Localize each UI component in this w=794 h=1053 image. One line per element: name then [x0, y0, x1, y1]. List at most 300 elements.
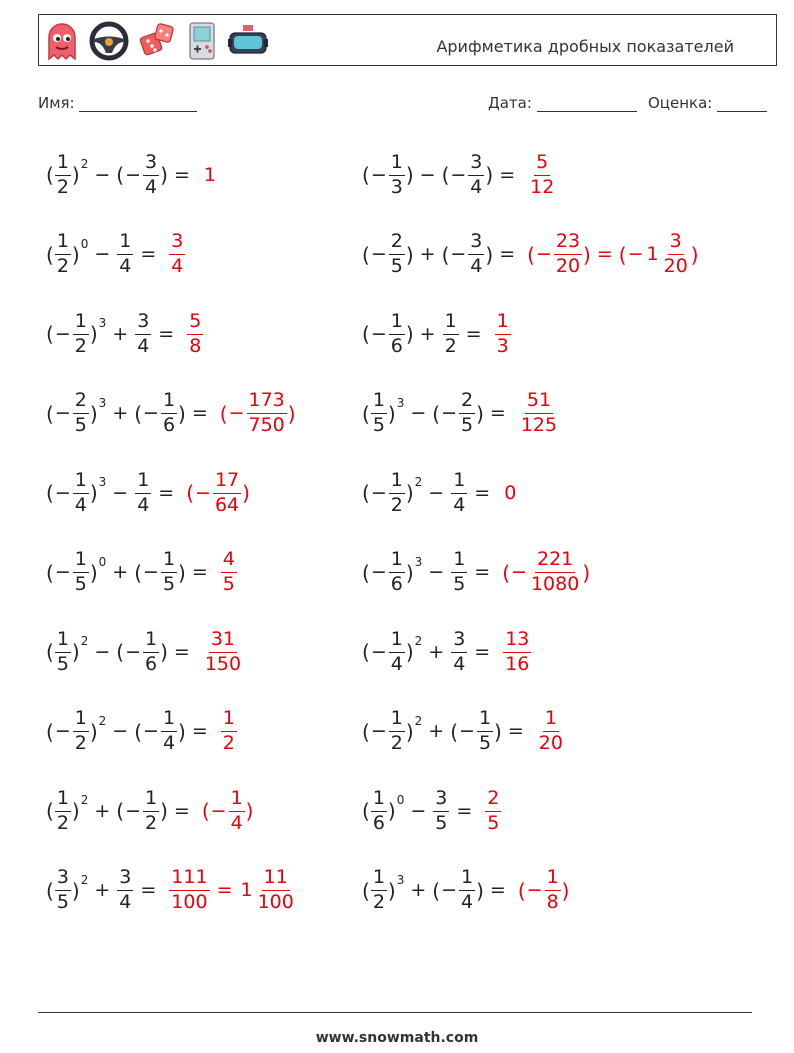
operator: =: [173, 640, 190, 663]
numerator: 3: [117, 868, 133, 891]
problem-expression: [362, 232, 521, 277]
numerator: 1: [73, 471, 89, 494]
problem-expression: [46, 868, 162, 913]
exponent: 3: [98, 475, 107, 489]
problem-answer: [518, 868, 570, 913]
fraction: [389, 627, 405, 675]
parenthesis: (: [46, 481, 54, 505]
exponent: 2: [80, 157, 89, 171]
fraction: [169, 868, 209, 913]
operator: +: [410, 879, 427, 901]
denominator: 4: [74, 493, 87, 516]
denominator: 5: [461, 414, 474, 436]
name-field[interactable]: [38, 94, 197, 112]
parenthesis: ): [405, 719, 414, 744]
denominator: 750: [248, 414, 285, 436]
numerator: 31: [209, 630, 237, 653]
parenthesis: ): [178, 560, 186, 585]
parenthesis: (: [134, 401, 143, 426]
denominator: 4: [453, 652, 466, 675]
denominator: 125: [520, 414, 558, 436]
problem-expression: [46, 309, 180, 357]
fraction: [143, 627, 159, 675]
fraction: [468, 232, 484, 277]
operator: −: [428, 561, 445, 583]
denominator: 20: [663, 255, 688, 277]
parenthesis: ): [160, 799, 168, 823]
fraction: [662, 232, 690, 277]
problem-expression: [46, 468, 180, 516]
denominator: 2: [222, 732, 235, 754]
name-blank[interactable]: [79, 97, 197, 112]
parenthesis: (: [517, 878, 526, 903]
denominator: 100: [257, 891, 294, 913]
operator: +: [428, 640, 445, 663]
exponent: 0: [98, 554, 107, 569]
problem-answer: [484, 786, 502, 834]
numerator: 111: [169, 868, 209, 891]
operator: +: [94, 799, 111, 822]
fraction: [117, 232, 133, 277]
denominator: 4: [390, 652, 403, 675]
fraction: [371, 391, 387, 436]
operator: +: [112, 561, 129, 583]
grade-blank[interactable]: [717, 97, 767, 112]
denominator: 2: [56, 175, 69, 198]
exponent: 3: [98, 316, 107, 330]
denominator: 4: [453, 493, 466, 516]
denominator: 2: [390, 493, 403, 516]
parenthesis: ): [690, 242, 699, 267]
parenthesis: ): [405, 560, 414, 585]
parenthesis: (: [527, 242, 535, 267]
denominator: 6: [390, 334, 403, 357]
parenthesis: ): [178, 719, 186, 744]
parenthesis: ): [89, 401, 98, 426]
fraction: [459, 391, 475, 436]
parenthesis: (: [432, 401, 441, 426]
numerator: 1: [55, 789, 71, 812]
operator: =: [499, 243, 516, 265]
problem-p6: [362, 304, 512, 364]
parenthesis: ): [89, 719, 98, 744]
numerator: 3: [468, 153, 484, 176]
operator: −: [125, 163, 142, 186]
operator: +: [419, 322, 436, 345]
numerator: 1: [143, 789, 159, 812]
denominator: 5: [162, 573, 176, 595]
problem-expression: [362, 868, 512, 913]
numerator: 1: [371, 789, 387, 812]
numerator: 1: [161, 550, 177, 573]
operator: −: [195, 481, 211, 504]
operator: −: [94, 640, 111, 663]
parenthesis: (: [219, 401, 228, 426]
parenthesis: (: [46, 640, 54, 664]
operator: =: [474, 481, 491, 504]
denominator: 5: [478, 732, 492, 754]
operator: =: [158, 322, 175, 345]
denominator: 8: [189, 334, 202, 357]
numerator: 1: [545, 868, 561, 891]
operator: +: [112, 402, 129, 424]
problem-p19: [46, 861, 297, 921]
operator: −: [441, 879, 458, 901]
denominator: 2: [74, 732, 87, 754]
parenthesis: ): [242, 481, 250, 505]
problem-answer: [186, 468, 250, 516]
exponent: 3: [396, 872, 405, 887]
numerator: 3: [55, 868, 71, 891]
operator: −: [143, 402, 159, 424]
denominator: 5: [487, 811, 500, 834]
fraction: [187, 309, 203, 357]
operator: −: [143, 561, 159, 583]
problem-expression: [362, 150, 521, 198]
fraction: [554, 232, 582, 277]
parenthesis: (: [116, 799, 125, 823]
date-label: Дата:: [488, 94, 532, 112]
numerator: 2: [73, 391, 89, 414]
numerator: 2: [485, 789, 501, 812]
parenthesis: (: [134, 560, 143, 585]
fraction: [213, 468, 241, 516]
parenthesis: ): [71, 878, 80, 903]
parenthesis: ): [561, 878, 570, 903]
numerator: 173: [247, 391, 287, 414]
fraction: [161, 709, 177, 754]
exponent: 3: [396, 395, 405, 410]
fraction: [169, 232, 185, 277]
operator: −: [428, 481, 445, 504]
parenthesis: (: [201, 799, 210, 823]
numerator: 13: [503, 630, 531, 653]
parenthesis: ): [485, 242, 494, 267]
numerator: 1: [135, 471, 151, 494]
operator: =: [489, 879, 506, 901]
operator: −: [125, 640, 142, 663]
parenthesis: ): [405, 242, 414, 267]
denominator: 6: [372, 811, 385, 834]
operator: −: [370, 163, 387, 186]
parenthesis: (: [134, 719, 143, 744]
operator: −: [410, 799, 427, 822]
denominator: 20: [538, 732, 563, 754]
exponent: 2: [414, 634, 423, 648]
numerator: 3: [135, 312, 151, 335]
numerator: 1: [73, 709, 89, 732]
denominator: 2: [56, 255, 69, 277]
parenthesis: (: [362, 640, 370, 664]
parenthesis: ): [582, 560, 591, 585]
fraction: [73, 391, 89, 436]
operator: =: [474, 640, 491, 663]
operator: +: [112, 322, 129, 345]
numerator: 1: [117, 232, 133, 255]
fraction: [433, 786, 449, 834]
fraction: [73, 309, 89, 357]
fraction: [203, 627, 243, 675]
numerator: 1: [543, 709, 559, 732]
parenthesis: (: [441, 242, 450, 267]
numerator: 1: [389, 471, 405, 494]
fraction: [389, 150, 405, 198]
parenthesis: (: [502, 560, 511, 585]
fraction: [389, 232, 405, 277]
parenthesis: (: [46, 878, 54, 903]
denominator: 2: [145, 811, 158, 834]
problem-answer: [202, 163, 218, 186]
numerator: 3: [451, 630, 467, 653]
operator: −: [228, 402, 245, 424]
operator: −: [627, 243, 644, 265]
operator: +: [428, 720, 445, 742]
problem-answer: [220, 550, 238, 595]
fraction: [229, 786, 245, 834]
ghost-icon: [45, 21, 79, 61]
parenthesis: (: [46, 401, 54, 426]
denominator: 5: [74, 414, 87, 436]
denominator: 5: [74, 573, 87, 595]
fraction: [495, 309, 511, 357]
vr-headset-icon: [227, 21, 269, 61]
numerator: 17: [213, 471, 241, 494]
fraction: [459, 868, 475, 913]
operator: −: [450, 243, 467, 265]
operator: −: [94, 243, 111, 265]
operator: =: [140, 243, 157, 265]
numerator: 1: [389, 153, 405, 176]
denominator: 20: [555, 255, 581, 277]
parenthesis: (: [362, 878, 370, 903]
fraction: [389, 468, 405, 516]
operator: −: [450, 163, 467, 186]
operator: −: [54, 481, 71, 504]
numerator: 3: [668, 232, 684, 255]
problem-p20: [362, 861, 569, 921]
numerator: 1: [495, 312, 511, 335]
problem-expression: [46, 550, 214, 595]
parenthesis: ): [71, 640, 80, 664]
parenthesis: ): [71, 799, 80, 823]
operator: =: [489, 402, 506, 424]
problem-expression: [46, 232, 162, 277]
operator: −: [370, 243, 387, 265]
operator: =: [158, 481, 175, 504]
operator: −: [54, 402, 71, 424]
parenthesis: ): [89, 322, 98, 346]
numerator: 1: [451, 471, 467, 494]
operator: −: [370, 561, 387, 583]
operator: =: [173, 799, 190, 822]
denominator: 5: [453, 573, 466, 595]
problem-expression: [362, 468, 496, 516]
denominator: 4: [230, 811, 243, 834]
numerator: 5: [187, 312, 203, 335]
denominator: 5: [222, 573, 235, 595]
number: 1: [646, 243, 659, 265]
problem-expression: [46, 709, 214, 754]
numerator: 1: [221, 709, 237, 732]
exponent: 2: [80, 793, 89, 807]
parenthesis: ): [583, 242, 591, 267]
problem-answer: [220, 709, 238, 754]
exponent: 3: [98, 395, 107, 410]
operator: −: [54, 322, 71, 345]
fraction: [529, 550, 581, 595]
denominator: 6: [162, 414, 176, 436]
problem-p3: [46, 225, 186, 285]
problem-answer: [527, 150, 557, 198]
operator: −: [210, 799, 227, 822]
date-blank[interactable]: [537, 97, 637, 112]
operator: =: [191, 561, 208, 583]
parenthesis: (: [46, 560, 54, 585]
fraction: [477, 709, 493, 754]
numerator: 1: [389, 709, 405, 732]
parenthesis: ): [485, 163, 494, 187]
fraction: [545, 868, 561, 913]
parenthesis: ): [245, 799, 254, 823]
fraction: [371, 868, 387, 913]
operator: −: [511, 561, 527, 583]
fraction: [485, 786, 501, 834]
problem-p16: [362, 702, 566, 762]
parenthesis: (: [46, 163, 54, 187]
header-icons: [45, 21, 269, 61]
problem-p17: [46, 781, 253, 841]
parenthesis: (: [432, 878, 441, 903]
denominator: 2: [390, 732, 403, 754]
fraction: [443, 309, 459, 357]
fraction: [55, 232, 71, 277]
fraction: [73, 468, 89, 516]
fraction: [451, 468, 467, 516]
problem-answer: [518, 391, 560, 436]
parenthesis: ): [405, 640, 414, 664]
numerator: 1: [371, 868, 387, 891]
denominator: 2: [56, 811, 69, 834]
problem-p8: [362, 384, 560, 444]
exponent: 2: [98, 713, 107, 728]
fraction: [55, 150, 71, 198]
operator: −: [94, 163, 111, 186]
operator: −: [54, 720, 71, 742]
problem-p14: [362, 622, 532, 682]
parenthesis: ): [160, 640, 168, 664]
problem-p13: [46, 622, 244, 682]
operator: =: [507, 720, 524, 742]
fraction: [503, 627, 531, 675]
grade-field[interactable]: [648, 94, 767, 112]
numerator: 1: [451, 550, 467, 573]
steering-wheel-icon: [89, 21, 129, 61]
exponent: 2: [80, 872, 89, 887]
denominator: 4: [461, 891, 474, 913]
parenthesis: (: [362, 242, 370, 267]
numerator: 1: [73, 312, 89, 335]
operator: =: [456, 799, 473, 822]
worksheet-title: Арифметика дробных показателей: [436, 37, 734, 56]
fraction: [55, 627, 71, 675]
denominator: 6: [145, 652, 158, 675]
parenthesis: (: [116, 640, 125, 664]
numerator: 4: [221, 550, 237, 573]
parenthesis: (: [618, 242, 627, 267]
operator: =: [465, 322, 482, 345]
numerator: 2: [389, 232, 405, 255]
operator: −: [535, 243, 552, 265]
numerator: 3: [468, 232, 484, 255]
operator: −: [370, 322, 387, 345]
operator: +: [419, 243, 436, 265]
denominator: 100: [171, 891, 208, 913]
parenthesis: (: [186, 481, 195, 505]
fraction: [528, 150, 556, 198]
numerator: 1: [371, 391, 387, 414]
problem-expression: [362, 391, 512, 436]
fraction: [451, 550, 467, 595]
operator: −: [143, 720, 159, 742]
problem-expression: [46, 786, 196, 834]
fraction: [55, 786, 71, 834]
problem-p7: [46, 384, 296, 444]
operator: =: [191, 402, 208, 424]
fraction: [55, 868, 71, 913]
operator: =: [499, 163, 516, 186]
denominator: 4: [119, 255, 132, 277]
parenthesis: ): [71, 242, 80, 267]
problem-expression: [362, 309, 488, 357]
numerator: 2: [459, 391, 475, 414]
problem-p10: [362, 463, 518, 523]
operator: +: [94, 879, 111, 901]
denominator: 4: [171, 255, 184, 277]
numerator: 11: [262, 868, 290, 891]
problem-expression: [46, 627, 196, 675]
parenthesis: (: [362, 401, 370, 426]
parenthesis: (: [46, 719, 54, 744]
numerator: 1: [55, 232, 71, 255]
parenthesis: (: [116, 163, 125, 187]
denominator: 4: [137, 493, 150, 516]
operator: −: [410, 402, 427, 424]
denominator: 3: [496, 334, 509, 357]
parenthesis: (: [362, 322, 370, 346]
problem-expression: [46, 150, 196, 198]
denominator: 1080: [530, 573, 580, 595]
operator: =: [474, 561, 491, 583]
denominator: 5: [56, 652, 69, 675]
operator: −: [112, 481, 129, 504]
numerator: 1: [459, 868, 475, 891]
denominator: 4: [470, 175, 483, 198]
problem-expression: [362, 627, 496, 675]
operator: −: [125, 799, 142, 822]
numerator: 1: [161, 391, 177, 414]
dice-icon: [139, 21, 177, 61]
operator: −: [112, 720, 129, 742]
denominator: 5: [390, 255, 403, 277]
denominator: 4: [137, 334, 150, 357]
problem-p15: [46, 702, 238, 762]
exponent: 2: [414, 713, 423, 728]
problem-p1: [46, 145, 218, 205]
parenthesis: ): [178, 401, 186, 426]
parenthesis: ): [476, 401, 484, 426]
date-field[interactable]: [488, 94, 637, 112]
numerator: 1: [161, 709, 177, 732]
